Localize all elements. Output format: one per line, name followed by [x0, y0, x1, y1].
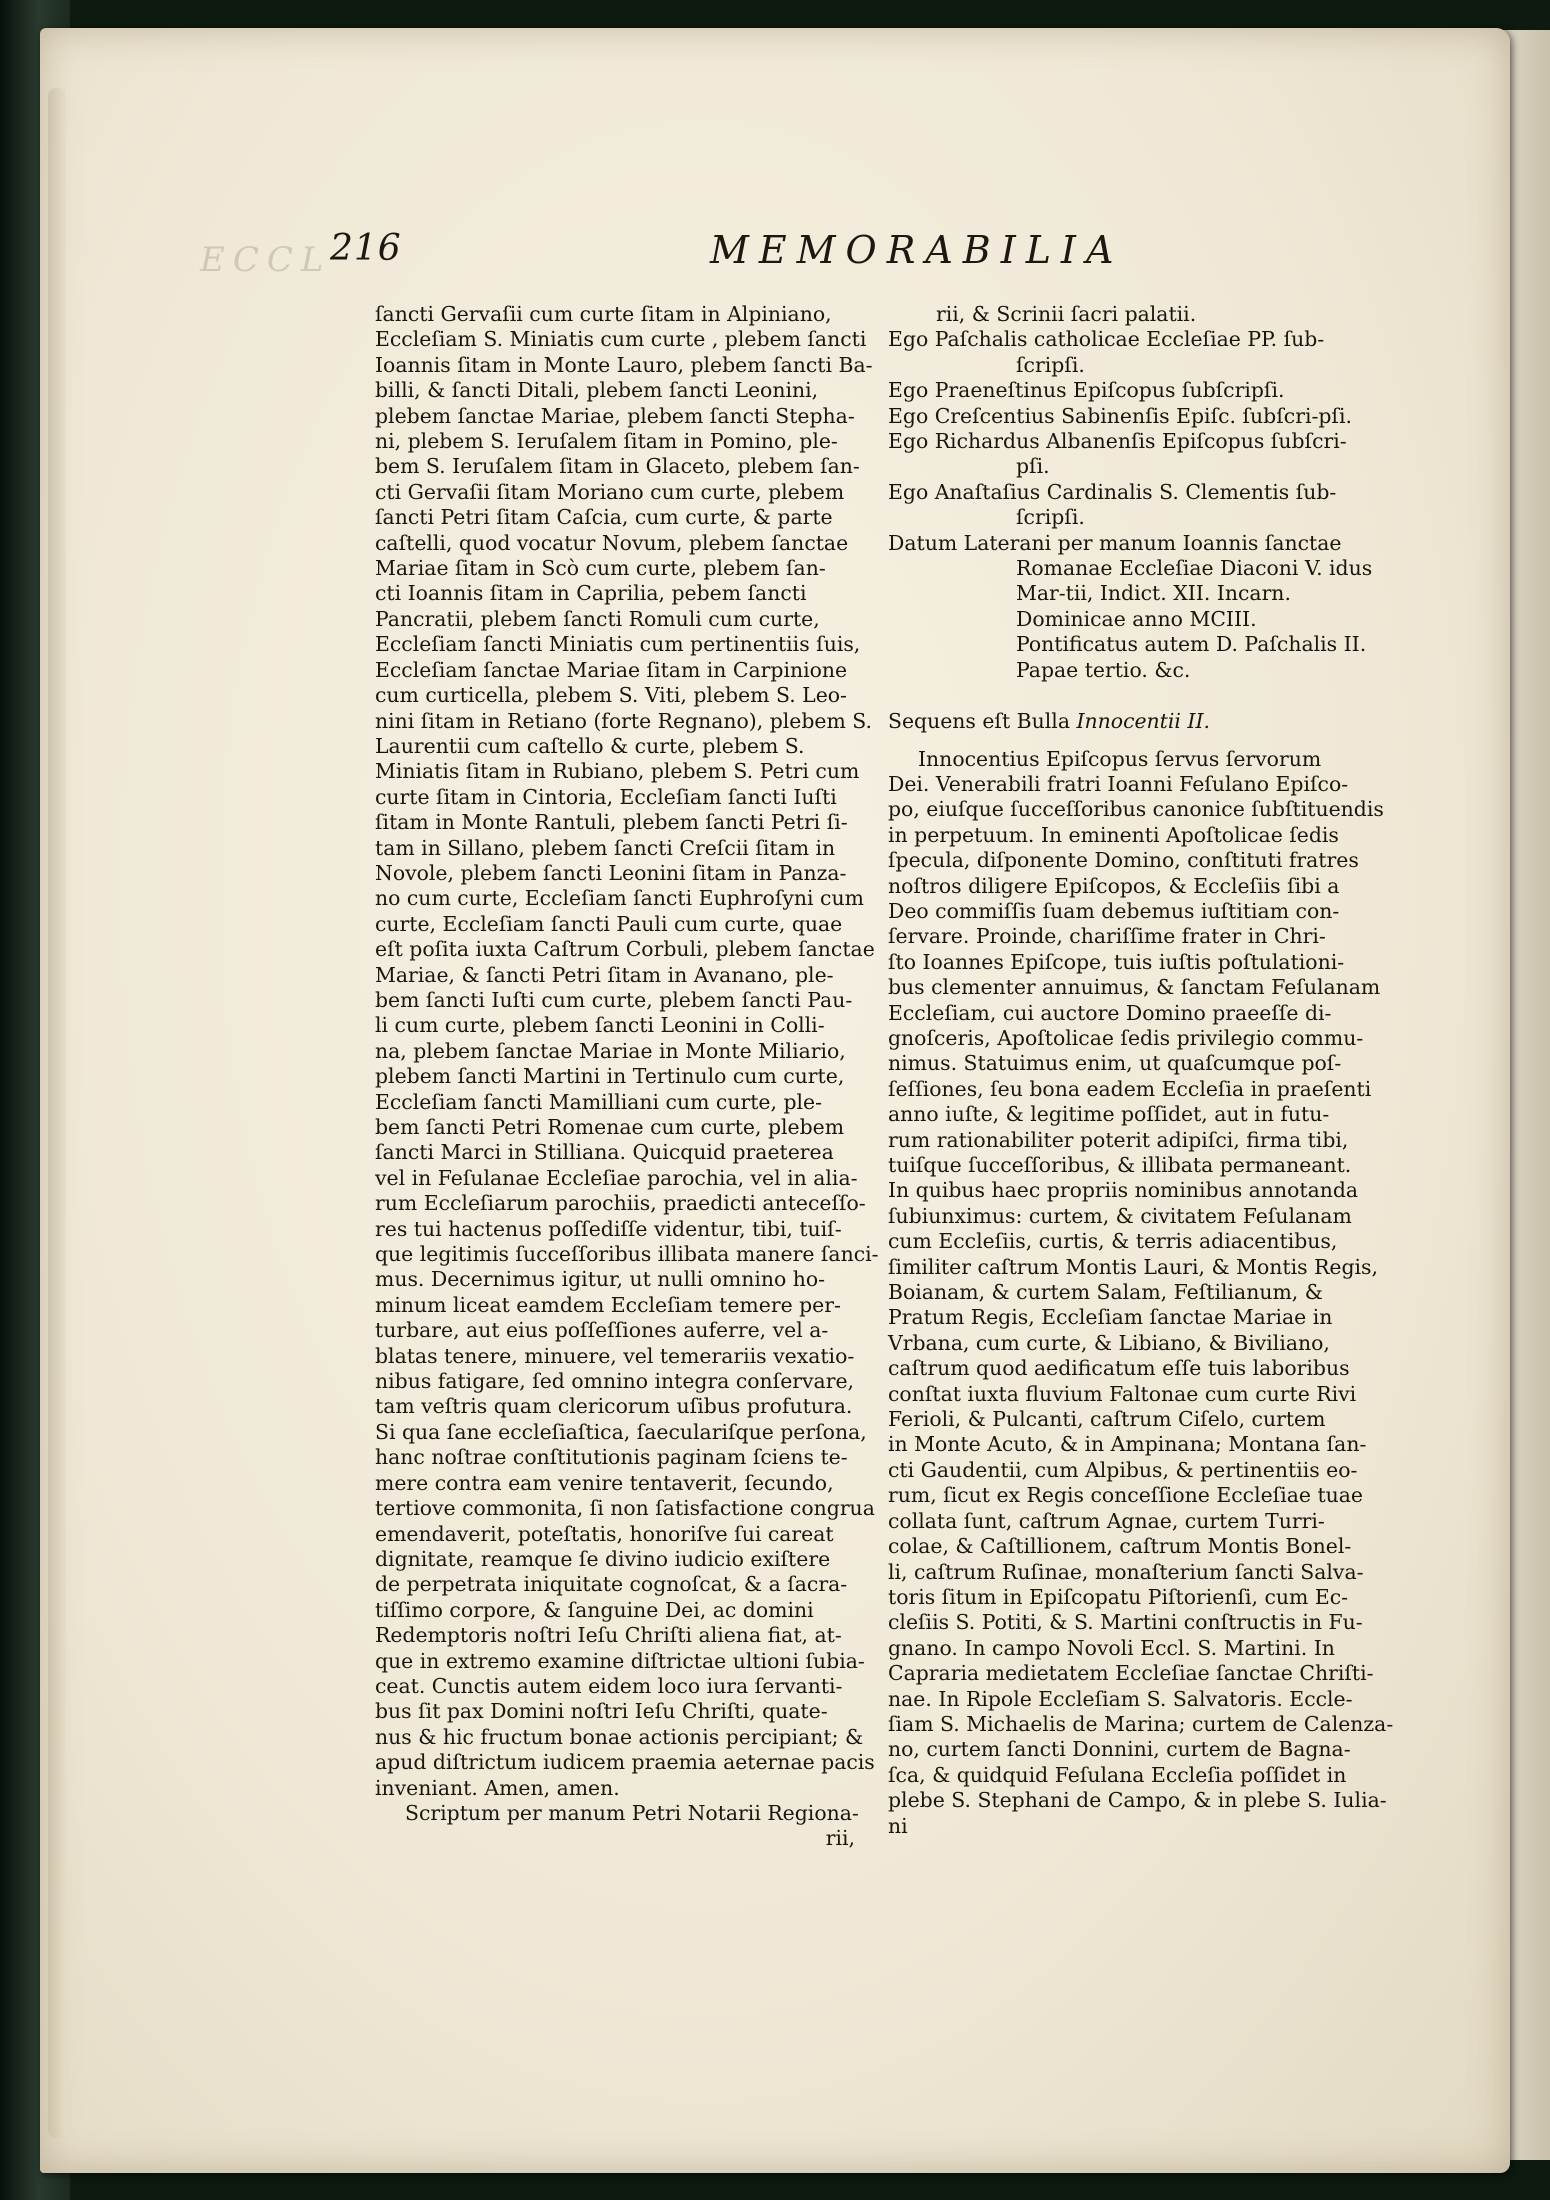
text-line: no cum curte, Eccleſiam ſancti Euphroſyni cum: [375, 886, 864, 911]
text-line: nimus. Statuimus enim, ut quaſcumque poſ-: [888, 1051, 1342, 1076]
text-line: vel in Feſulanae Eccleſiae parochia, vel in alia-: [375, 1165, 858, 1190]
signature-entry: Ego Richardus Albanenſis Epiſcopus ſubſcri-pſi.: [888, 429, 1347, 479]
text-line: no, curtem ſancti Donnini, curtem de Bagna-: [888, 1737, 1351, 1762]
signature-list: [888, 327, 1373, 683]
signature-entry: Ego Praeneſtinus Epiſcopus ſubſcripſi.: [888, 378, 1285, 403]
text-line: bus ſit pax Domini noſtri Ieſu Chriſti, quate-: [375, 1699, 828, 1724]
text-line: curte, Eccleſiam ſancti Pauli cum curte, quae: [375, 911, 843, 936]
text-line: plebem ſanctae Mariae, plebem ſancti Stepha-: [375, 403, 855, 428]
text-line: blatas tenere, minuere, vel temerariis vexatio-: [375, 1343, 855, 1368]
text-line: de perpetrata iniquitate cognoſcat, & a ſacra-: [375, 1572, 848, 1597]
text-line: Mariae ſitam in Scò cum curte, plebem ſan-: [375, 556, 826, 581]
text-line: apud diſtrictum iudicem praemia aeternae pacis: [375, 1750, 875, 1775]
signature-entry: Ego Creſcentius Sabinenſis Epiſc. ſubſcri-pſi.: [888, 403, 1352, 428]
text-line: caſtelli, quod vocatur Novum, plebem ſanctae: [375, 530, 849, 555]
text-line: billi, & ſancti Ditali, plebem ſancti Leonini,: [375, 378, 819, 403]
text-line: ceat. Cunctis autem eidem loco iura ſervanti-: [375, 1673, 843, 1698]
text-line: Ioannis ſitam in Monte Lauro, plebem ſancti Ba-: [375, 352, 873, 377]
text-line: tertiove commonita, ſi non ſatisfactione congrua: [375, 1496, 875, 1521]
text-line: Deo commiſſis ſuam debemus iuſtitiam con-: [888, 898, 1340, 923]
page-number: 216: [330, 228, 402, 269]
text-line: cti Gervaſii ſitam Moriano cum curte, plebem: [375, 479, 845, 504]
text-line: que in extremo examine diſtrictae ultioni ſubia-: [375, 1648, 865, 1673]
page-header: [330, 228, 1330, 278]
text-line: rum rationabiliter poterit adipiſci, firma tibi,: [888, 1127, 1349, 1152]
section-heading-name: Innocentii II.: [1076, 709, 1210, 734]
text-line: ſiam S. Michaelis de Marina; curtem de Calenza-: [888, 1711, 1394, 1736]
text-line: po, eiuſque ſucceſſoribus canonice ſubſtituendis: [888, 797, 1384, 822]
text-line: conſtat iuxta fluvium Faltonae cum curte Rivi: [888, 1381, 1357, 1406]
text-line: inveniant. Amen, amen.: [375, 1775, 620, 1800]
text-line: li cum curte, plebem ſancti Leonini in Colli-: [375, 1013, 825, 1038]
signature-entry: Ego Paſchalis catholicae Eccleſiae PP. ſub-ſcripſi.: [888, 327, 1325, 377]
text-line: minum liceat eamdem Eccleſiam temere per-: [375, 1292, 841, 1317]
text-line: Ferioli, & Pulcanti, caſtrum Ciſelo, curtem: [888, 1407, 1326, 1432]
text-line: gnano. In campo Novoli Eccl. S. Martini. In: [888, 1635, 1335, 1660]
text-line: bem S. Ieruſalem ſitam in Glaceto, plebem ſan-: [375, 454, 860, 479]
left-column-body: [375, 302, 879, 1801]
scriptum-line: Scriptum per manum Petri Notarii Regiona-: [405, 1800, 859, 1825]
text-line: In quibus haec propriis nominibus annotanda: [888, 1178, 1359, 1203]
text-line: Capraria medietatem Eccleſiae ſanctae Chriſti-: [888, 1661, 1374, 1686]
section-heading-prefix: Sequens eſt Bulla: [888, 709, 1070, 734]
scriptum-end: rii,: [825, 1826, 855, 1851]
running-head: MEMORABILIA: [710, 228, 1124, 272]
text-line: cti Gaudentii, cum Alpibus, & pertinentiis eo-: [888, 1457, 1358, 1482]
text-line: ſervare. Proinde, chariſſime frater in Chri-: [888, 924, 1326, 949]
text-line: cleſiis S. Potiti, & S. Martini conſtructis in Fu-: [888, 1610, 1363, 1635]
text-line: Pratum Regis, Eccleſiam ſanctae Mariae in: [888, 1305, 1333, 1330]
text-line: noſtros diligere Epiſcopos, & Eccleſiis ſibi a: [888, 873, 1340, 898]
text-line: ſeſſiones, ſeu bona eadem Eccleſia in praeſenti: [888, 1076, 1372, 1101]
text-line: Eccleſiam ſancti Miniatis cum pertinentiis ſuis,: [375, 632, 861, 657]
text-line: Mariae, & ſancti Petri ſitam in Avanano, ple-: [375, 962, 834, 987]
text-line: Innocentius Epiſcopus ſervus ſervorum: [918, 746, 1322, 771]
text-line: ni, plebem S. Ieruſalem ſitam in Pomino, ple-: [375, 429, 838, 454]
right-column: [888, 302, 1394, 1839]
text-line: turbare, aut eius poſſeſſiones auferre, vel a-: [375, 1318, 829, 1343]
text-line: ſca, & quidquid Feſulana Eccleſia poſſidet in: [888, 1762, 1347, 1787]
text-line: Pancratii, plebem ſancti Romuli cum curte,: [375, 606, 820, 631]
text-line: ſubiunximus: curtem, & civitatem Feſulanam: [888, 1203, 1352, 1228]
signature-entry: Datum Laterani per manum Ioannis ſanctae Romanae Eccleſiae Diaconi V. idus Mar-tii, Indict. XII. Incarn. Dominicae anno MCIII. Pontificatus autem D. Paſchalis II. Papae tertio. &c.: [888, 530, 1373, 682]
text-line: nae. In Ripole Eccleſiam S. Salvatoris. Eccle-: [888, 1686, 1353, 1711]
text-line: nibus fatigare, ſed omnino integra conſervare,: [375, 1369, 855, 1394]
text-line: res tui hactenus poſſediſſe videntur, tibi, tuiſ-: [375, 1216, 842, 1241]
text-line: eſt poſita iuxta Caſtrum Corbuli, plebem ſanctae: [375, 937, 875, 962]
text-line: bem ſancti Petri Romenae cum curte, plebem: [375, 1115, 845, 1139]
bleed-through-text: ECCL: [200, 240, 332, 280]
text-line: emendaverit, poteſtatis, honoriſve ſui careat: [375, 1521, 834, 1546]
text-line: dignitate, reamque ſe divino iudicio exiſtere: [375, 1546, 831, 1571]
text-line: in Monte Acuto, & in Ampinana; Montana ſan-: [888, 1432, 1367, 1457]
bull-text-body: [888, 746, 1394, 1839]
text-line: caſtrum quod aedificatum eſſe tuis laboribus: [888, 1356, 1350, 1381]
text-line: plebem ſancti Martini in Tertinulo cum curte,: [375, 1064, 845, 1089]
text-line: bem ſancti Iuſti cum curte, plebem ſancti Pau-: [375, 987, 853, 1012]
text-line: ſancti Marci in Stilliana. Quicquid praeterea: [375, 1140, 834, 1165]
text-line: cum Eccleſiis, curtis, & terris adiacentibus,: [888, 1229, 1338, 1254]
text-line: na, plebem ſanctae Mariae in Monte Miliario,: [375, 1038, 846, 1063]
text-line: rum, ſicut ex Regis conceſſione Eccleſiae tuae: [888, 1483, 1363, 1508]
text-line: ſto Ioannes Epiſcope, tuis iuſtis poſtulationi-: [888, 949, 1345, 974]
text-line: ni: [888, 1813, 908, 1838]
text-line: tam in Sillano, plebem ſancti Creſcii ſitam in: [375, 835, 836, 860]
text-line: mus. Decernimus igitur, ut nulli omnino ho-: [375, 1267, 826, 1292]
text-line: Vrbana, cum curte, & Libiano, & Biviliano,: [888, 1330, 1330, 1355]
text-line: nus & hic fructum bonae actionis percipiant; &: [375, 1724, 864, 1749]
text-line: rum Eccleſiarum parochiis, praedicti anteceſſo-: [375, 1191, 866, 1216]
text-line: cum curticella, plebem S. Viti, plebem S. Leo-: [375, 683, 847, 708]
text-line: plebe S. Stephani de Campo, & in plebe S. Iulia-: [888, 1788, 1387, 1813]
text-line: li, caſtrum Ruſinae, monaſterium ſancti Salva-: [888, 1559, 1364, 1584]
text-line: Si qua ſane eccleſiaſtica, ſaeculariſque perſona,: [375, 1419, 867, 1444]
text-line: ſpecula, diſponente Domino, conſtituti fratres: [888, 848, 1359, 873]
text-line: hanc noſtrae conſtitutionis paginam ſciens te-: [375, 1445, 848, 1470]
signature-entry: Ego Anaſtaſius Cardinalis S. Clementis ſub-ſcripſi.: [888, 479, 1337, 530]
section-heading: [888, 709, 1373, 734]
text-line: Laurentii cum caſtello & curte, plebem S.: [375, 733, 805, 758]
text-line: Eccleſiam ſancti Mamilliani cum curte, ple-: [375, 1089, 822, 1114]
text-line: cti Ioannis ſitam in Caprilia, pebem ſancti: [375, 581, 807, 606]
text-line: gnoſceris, Apoſtolicae ſedis privilegio commu-: [888, 1025, 1364, 1050]
text-line: ſimiliter caſtrum Montis Lauri, & Montis Regis,: [888, 1254, 1379, 1279]
text-line: Novole, plebem ſancti Leonini ſitam in Panza-: [375, 860, 847, 885]
text-line: nini ſitam in Retiano (forte Regnano), plebem S.: [375, 708, 873, 733]
text-line: tam veſtris quam clericorum uſibus profutura.: [375, 1394, 853, 1419]
text-line: ſancti Gervaſii cum curte ſitam in Alpiniano,: [375, 302, 832, 326]
text-line: Eccleſiam ſanctae Mariae ſitam in Carpinione: [375, 657, 848, 682]
text-line: in perpetuum. In eminenti Apoſtolicae ſedis: [888, 822, 1339, 847]
text-line: bus clementer annuimus, & ſanctam Feſulanam: [888, 975, 1381, 1000]
text-line: Dei. Venerabili fratri Ioanni Feſulano Epiſco-: [888, 771, 1349, 796]
text-line: Boianam, & curtem Salam, Feſtilianum, &: [888, 1280, 1323, 1305]
text-line: ſancti Petri ſitam Caſcia, cum curte, & parte: [375, 505, 833, 530]
left-column: [375, 302, 879, 1852]
text-line: curte ſitam in Cintoria, Eccleſiam ſancti Iuſti: [375, 784, 837, 809]
page-stack-edge: [48, 88, 66, 2138]
text-line: Redemptoris noſtri Ieſu Chriſti aliena fiat, at-: [375, 1623, 842, 1648]
text-line: toris ſitum in Epiſcopatu Piſtorienſi, cum Ec-: [888, 1584, 1349, 1609]
text-line: Miniatis ſitam in Rubiano, plebem S. Petri cum: [375, 759, 860, 784]
text-line: Eccleſiam S. Miniatis cum curte , plebem ſancti: [375, 327, 867, 352]
text-line: anno iuſte, & legitime poſſidet, aut in futu-: [888, 1102, 1330, 1127]
text-line: tuiſque ſucceſſoribus, & illibata permaneant.: [888, 1153, 1352, 1177]
continued-line: rii, & Scrinii ſacri palatii.: [936, 302, 1197, 326]
text-line: ſitam in Monte Rantuli, plebem ſancti Petri ſi-: [375, 810, 848, 835]
text-line: colae, & Caſtillionem, caſtrum Montis Bonel-: [888, 1534, 1352, 1559]
text-line: Eccleſiam, cui auctore Domino praeeſſe di-: [888, 1000, 1332, 1025]
text-line: tiſſimo corpore, & ſanguine Dei, ac domini: [375, 1597, 814, 1622]
text-line: mere contra eam venire tentaverit, ſecundo,: [375, 1470, 834, 1495]
text-line: collata ſunt, caſtrum Agnae, curtem Turri-: [888, 1508, 1325, 1533]
text-line: que legitimis ſucceſſoribus illibata manere ſanci-: [375, 1242, 879, 1267]
